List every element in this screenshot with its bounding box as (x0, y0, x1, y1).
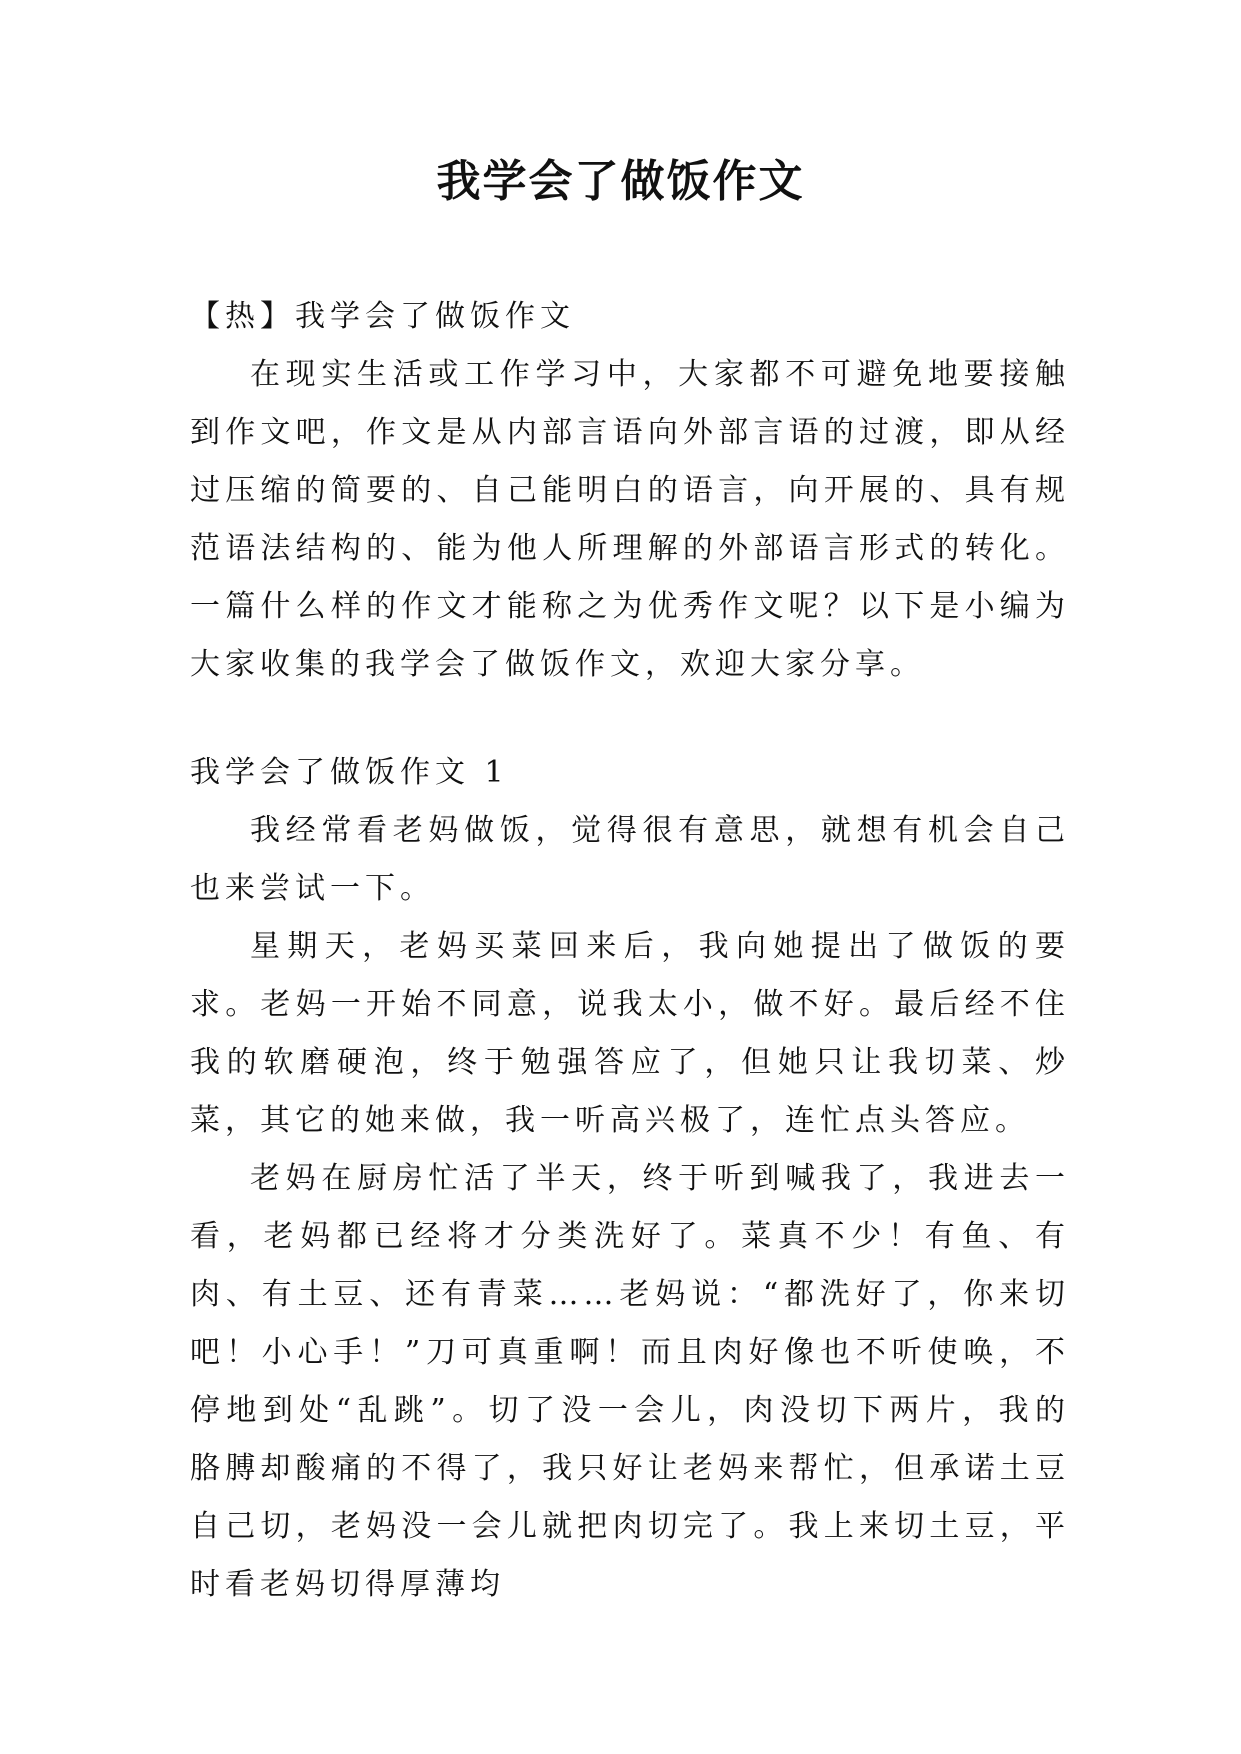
essay-paragraph-3: 老妈在厨房忙活了半天，终于听到喊我了，我进去一看，老妈都已经将才分类洗好了。菜真不少！有鱼、有肉、有土豆、还有青菜……老妈说：“都洗好了，你来切吧！小心手！”刀可真重啊！而且肉好像也不听使唤，不停地到处“乱跳”。切了没一会儿，肉没切下两片，我的胳膊却酸痛的不得了，我只好让老妈来帮忙，但承诺土豆自己切，老妈没一会儿就把肉切完了。我上来切土豆，平时看老妈切得厚薄均 (190, 1161, 1070, 1602)
essay-paragraph-2: 星期天，老妈买菜回来后，我向她提出了做饭的要求。老妈一开始不同意，说我太小，做不好。最后经不住我的软磨硬泡，终于勉强答应了，但她只让我切菜、炒菜，其它的她来做，我一听高兴极了，连忙点头答应。 (190, 929, 1070, 1138)
intro-paragraph: 在现实生活或工作学习中，大家都不可避免地要接触到作文吧，作文是从内部言语向外部言语的过渡，即从经过压缩的简要的、自己能明白的语言，向开展的、具有规范语法结构的、能为他人所理解的外部语言形式的转化。一篇什么样的作文才能称之为优秀作文呢？以下是小编为大家收集的我学会了做饭作文，欢迎大家分享。 (190, 357, 1070, 682)
document-subtitle: 【热】我学会了做饭作文 (190, 299, 575, 334)
document-body (190, 288, 1070, 1614)
document-title: 我学会了做饭作文 (436, 156, 805, 207)
essay-heading: 我学会了做饭作文 1 (190, 755, 509, 790)
essay-paragraph-1: 我经常看老妈做饭，觉得很有意思，就想有机会自己也来尝试一下。 (190, 813, 1070, 906)
